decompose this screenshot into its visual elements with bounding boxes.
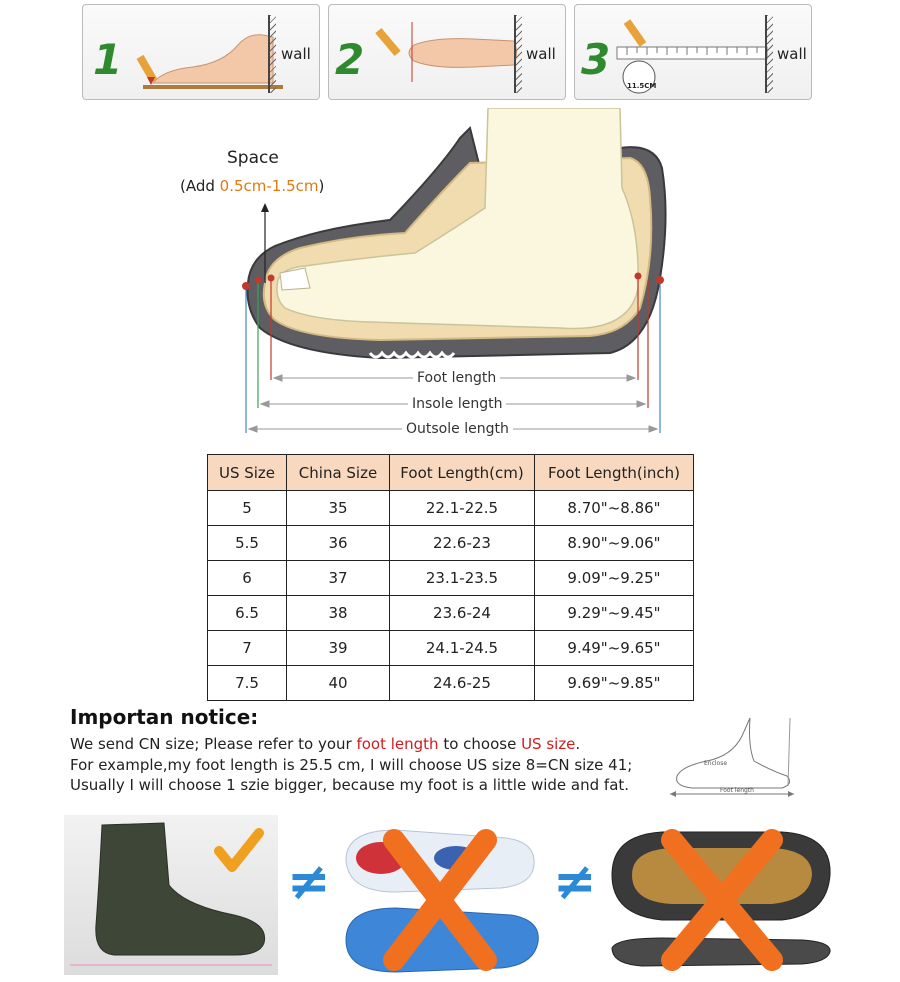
cell-foot-inch: 9.69"~9.85": [535, 666, 694, 701]
wall-icon: [765, 15, 773, 93]
shoe-diagram: [230, 108, 690, 438]
foot-length-label: Foot length: [413, 370, 500, 386]
cell-foot-inch: 8.70"~8.86": [535, 491, 694, 526]
table-row: [208, 631, 694, 666]
cell-us-size: 7: [208, 631, 287, 666]
step-1-panel: [82, 4, 320, 100]
cell-us-size: 5: [208, 491, 287, 526]
cell-foot-cm: 22.1-22.5: [390, 491, 535, 526]
sketch-enclose-label: Enclose: [704, 760, 728, 767]
table-row: [208, 526, 694, 561]
step-number: 1: [93, 35, 123, 84]
notice-line-2: For example,my foot length is 25.5 cm, I will choose US size 8=CN size 41;: [70, 756, 633, 774]
cell-foot-cm: 23.1-23.5: [390, 561, 535, 596]
wall-label: wall: [281, 45, 311, 63]
outsole-photo: [602, 820, 838, 978]
cell-foot-cm: 24.1-24.5: [390, 631, 535, 666]
cell-china-size: 39: [287, 631, 390, 666]
step-2-panel: [328, 4, 566, 100]
header-china-size: China Size: [287, 455, 390, 491]
table-row: [208, 491, 694, 526]
foot-model-photo: [64, 815, 278, 975]
notice-line-1: We send CN size; Please refer to your foot length to choose US size.: [70, 735, 581, 753]
table-row: [208, 596, 694, 631]
cell-us-size: 5.5: [208, 526, 287, 561]
space-arrow-head: [261, 203, 269, 212]
cell-china-size: 38: [287, 596, 390, 631]
cell-china-size: 40: [287, 666, 390, 701]
cell-us-size: 6.5: [208, 596, 287, 631]
table-row: [208, 666, 694, 701]
cell-foot-inch: 9.29"~9.45": [535, 596, 694, 631]
foot-length-emphasis: foot length: [356, 735, 439, 753]
cell-foot-inch: 8.90"~9.06": [535, 526, 694, 561]
space-range: 0.5cm-1.5cm: [219, 177, 319, 195]
wall-label: wall: [777, 45, 807, 63]
sketch-foot-length-label: Foot length: [720, 787, 754, 794]
outsole-length-label: Outsole length: [402, 421, 513, 437]
cell-foot-cm: 24.6-25: [390, 666, 535, 701]
header-foot-length-cm: Foot Length(cm): [390, 455, 535, 491]
us-size-emphasis: US size: [521, 735, 576, 753]
space-addition: (Add 0.5cm-1.5cm): [180, 177, 325, 195]
notice-title: Importan notice:: [70, 705, 259, 729]
step-number: 3: [581, 35, 611, 84]
checkmark-icon: [219, 833, 259, 867]
table-header-row: [208, 455, 694, 491]
header-us-size: US Size: [208, 455, 287, 491]
cell-china-size: 36: [287, 526, 390, 561]
foot-model-icon: [64, 815, 278, 975]
step-3-panel: [574, 4, 812, 100]
cell-us-size: 6: [208, 561, 287, 596]
not-equal-icon: ≠: [553, 852, 597, 912]
cell-china-size: 37: [287, 561, 390, 596]
cell-foot-cm: 22.6-23: [390, 526, 535, 561]
foot-top-icon: [374, 17, 524, 87]
cell-china-size: 35: [287, 491, 390, 526]
step-number: 2: [335, 35, 365, 84]
not-equal-icon: ≠: [287, 852, 331, 912]
foot-side-icon: [123, 15, 283, 95]
space-label: Space: [227, 148, 279, 168]
insole-photo: [336, 820, 546, 978]
wall-icon: [514, 15, 522, 93]
size-chart-table: [207, 454, 694, 701]
cell-foot-inch: 9.09"~9.25": [535, 561, 694, 596]
cell-us-size: 7.5: [208, 666, 287, 701]
wall-icon: [268, 15, 276, 93]
cell-foot-inch: 9.49"~9.65": [535, 631, 694, 666]
table-row: [208, 561, 694, 596]
cell-foot-cm: 23.6-24: [390, 596, 535, 631]
measure-label: 11.5CM: [627, 82, 657, 90]
insole-length-label: Insole length: [408, 396, 506, 412]
header-foot-length-inch: Foot Length(inch): [535, 455, 694, 491]
notice-line-3: Usually I will choose 1 szie bigger, because my foot is a little wide and fat.: [70, 776, 630, 794]
wall-label: wall: [526, 45, 556, 63]
